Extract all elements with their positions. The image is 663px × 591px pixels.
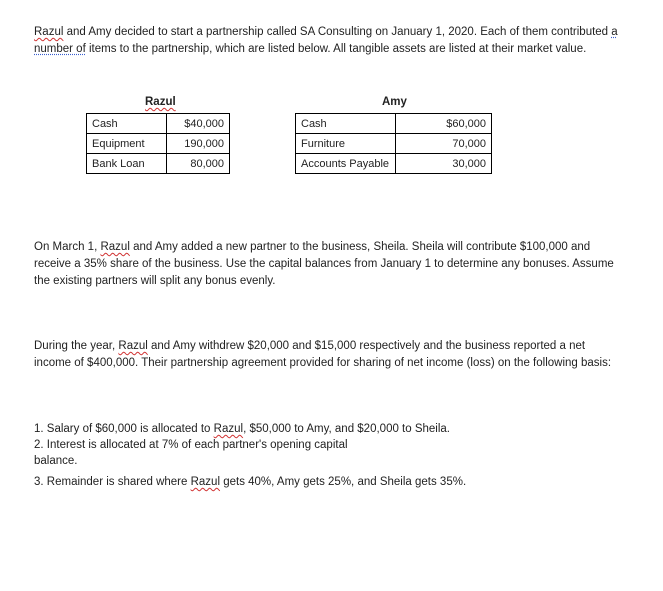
- name-razul: Razul: [190, 476, 221, 488]
- intro-paragraph: [34, 24, 624, 58]
- row-label: Accounts Payable: [296, 154, 396, 174]
- amy-table-title: Amy: [382, 96, 407, 108]
- table-row: [296, 154, 492, 174]
- row-value: $60,000: [396, 114, 492, 134]
- para2-text-2: and Amy added a new partner to the business, Sheila. Sheila will contribute $100,000 and receive a 35% share of the business. Use the capital balances from January 1 to determine any bonuses. Assume the existing partners will split any bonus evenly.: [34, 241, 614, 287]
- row-value: 30,000: [396, 154, 492, 174]
- amy-contribution-table: [295, 113, 492, 174]
- list-item-1-text-2: , $50,000 to Amy, and $20,000 to Sheila.: [243, 423, 451, 435]
- intro-text-1: and Amy decided to start a partnership called SA Consulting on January 1, 2020. Each of them contributed: [63, 26, 612, 38]
- row-label: Equipment: [87, 134, 167, 154]
- list-item: [34, 437, 348, 454]
- row-label: Bank Loan: [87, 154, 167, 174]
- row-label: Furniture: [296, 134, 396, 154]
- list-item-2-line-1: 2. Interest is allocated at 7% of each partner's opening capital: [34, 439, 348, 451]
- name-razul: Razul: [213, 423, 244, 435]
- intro-text-2: items to the partnership, which are listed below. All tangible assets are listed at their market value.: [85, 43, 587, 55]
- row-label: Cash: [296, 114, 396, 134]
- grammar-flag-a-number-of: a number of: [34, 26, 618, 55]
- razul-contribution-table: [86, 113, 230, 174]
- list-item-continuation: [34, 453, 77, 470]
- income-paragraph: [34, 338, 624, 372]
- table-row: [87, 154, 230, 174]
- para3-text-1: During the year,: [34, 340, 119, 352]
- table-row: [296, 114, 492, 134]
- table-row: [87, 134, 230, 154]
- table-row: [87, 114, 230, 134]
- row-value: 190,000: [167, 134, 230, 154]
- name-razul: Razul: [118, 340, 148, 352]
- new-partner-paragraph: [34, 239, 624, 290]
- name-razul: Razul: [100, 241, 130, 253]
- row-value: $40,000: [167, 114, 230, 134]
- list-item-3-text-1: 3. Remainder is shared where: [34, 476, 191, 488]
- razul-table-title: Razul: [145, 96, 176, 108]
- row-value: 70,000: [396, 134, 492, 154]
- list-item-2-line-2: balance.: [34, 455, 78, 467]
- list-item: [34, 421, 450, 438]
- name-razul: Razul: [34, 26, 64, 38]
- para3-text-2: and Amy withdrew $20,000 and $15,000 respectively and the business reported a net income of $400,000. Their partnership agreement provided for sharing of net income (loss) on the following basis:: [34, 340, 612, 369]
- row-label: Cash: [87, 114, 167, 134]
- para2-text-1: On March 1,: [34, 241, 101, 253]
- row-value: 80,000: [167, 154, 230, 174]
- list-item-1-text-1: 1. Salary of $60,000 is allocated to: [34, 423, 214, 435]
- table-row: [296, 134, 492, 154]
- list-item-3-text-2: gets 40%, Amy gets 25%, and Sheila gets 35%.: [220, 476, 467, 488]
- list-item: [34, 474, 466, 491]
